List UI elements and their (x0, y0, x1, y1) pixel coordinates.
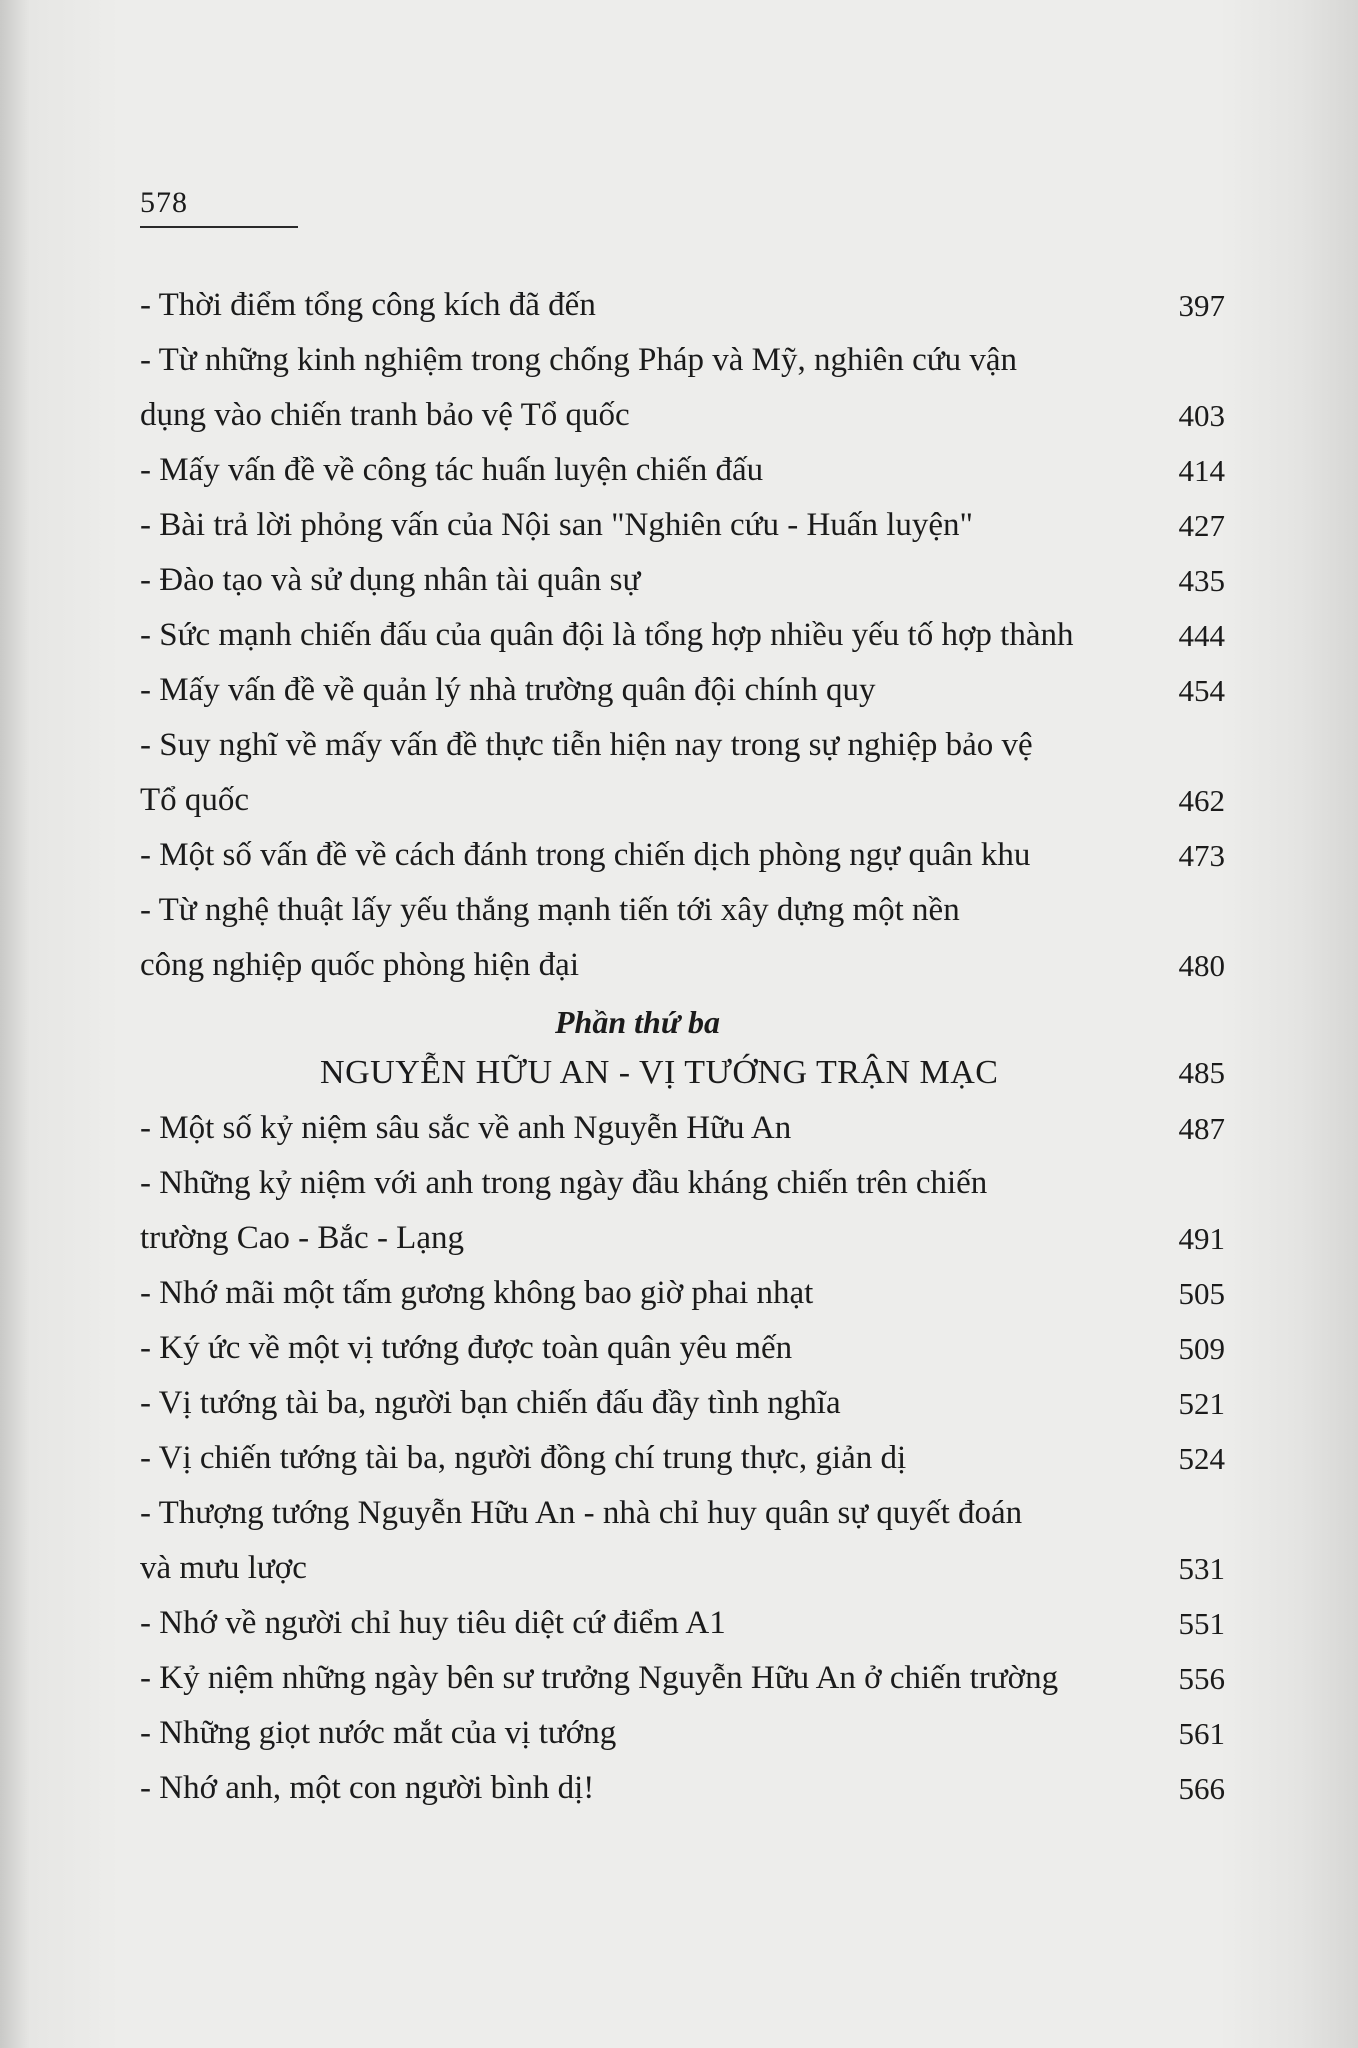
toc-entry-page-number: 521 (1178, 1386, 1225, 1421)
toc-entry-line (140, 498, 1225, 553)
toc-entry-text: - Thượng tướng Nguyễn Hữu An - nhà chỉ huy quân sự quyết đoán (140, 1495, 1023, 1531)
toc-entry-text: - Kỷ niệm những ngày bên sư trưởng Nguyễn Hữu An ở chiến trường (140, 1660, 1059, 1696)
toc-entry-text: - Nhớ mãi một tấm gương không bao giờ phai nhạt (140, 1275, 814, 1311)
toc-entry-line (140, 1431, 1225, 1486)
toc-entry-text: - Những giọt nước mắt của vị tướng (140, 1715, 617, 1751)
toc-entry (140, 1266, 1225, 1321)
toc-entry-text: - Bài trả lời phỏng vấn của Nội san "Nghiên cứu - Huấn luyện" (140, 507, 973, 543)
toc-entry-line (140, 938, 1225, 993)
toc-entry (140, 1596, 1225, 1651)
toc-entry-page-number: 414 (1178, 453, 1225, 488)
toc-entry (140, 553, 1225, 608)
toc-entry-page-number: 561 (1178, 1716, 1225, 1751)
toc-entry-page-number: 505 (1178, 1276, 1225, 1311)
toc-entry-page-number: 403 (1178, 398, 1225, 433)
section-title-row (140, 1045, 1225, 1101)
toc-entry-text: - Một số vấn đề về cách đánh trong chiến dịch phòng ngự quân khu (140, 837, 1031, 873)
toc-entry (140, 828, 1225, 883)
toc-entry-text: - Mấy vấn đề về công tác huấn luyện chiến đấu (140, 452, 764, 488)
toc-entry-page-number: 473 (1178, 838, 1225, 873)
toc-entry (140, 1156, 1225, 1266)
toc-entry (140, 883, 1225, 993)
section-heading: Phần thứ ba (555, 1004, 720, 1040)
toc-entry-page-number: 444 (1178, 618, 1225, 653)
toc-entry-line (140, 663, 1225, 718)
toc-entry-line (140, 1541, 1225, 1596)
toc-entry-text: - Nhớ về người chỉ huy tiêu diệt cứ điểm A1 (140, 1605, 726, 1641)
toc-entry-text: - Những kỷ niệm với anh trong ngày đầu kháng chiến trên chiến (140, 1165, 988, 1201)
toc-entry-line (140, 1706, 1225, 1761)
toc-entry-page-number: 556 (1178, 1661, 1225, 1696)
toc-entry-line (140, 388, 1225, 443)
toc-entry-page-number: 462 (1178, 783, 1225, 818)
toc-entry (140, 1376, 1225, 1431)
toc-part-two-entries (140, 278, 1225, 993)
toc-entry-text: - Một số kỷ niệm sâu sắc về anh Nguyễn Hữu An (140, 1110, 792, 1146)
toc-entry-page-number: 487 (1178, 1111, 1225, 1146)
toc-entry-page-number: 524 (1178, 1441, 1225, 1476)
toc-entry (140, 1321, 1225, 1376)
toc-entry-line (140, 443, 1225, 498)
toc-entry (140, 1431, 1225, 1486)
toc-entry (140, 1761, 1225, 1816)
toc-entry-text: công nghiệp quốc phòng hiện đại (140, 947, 579, 983)
toc-entry-page-number: 435 (1178, 563, 1225, 598)
toc-entry (140, 498, 1225, 553)
toc-entry-text: - Sức mạnh chiến đấu của quân đội là tổng hợp nhiều yếu tố hợp thành (140, 617, 1074, 653)
toc-entry (140, 1486, 1225, 1596)
section-title: NGUYỄN HỮU AN - VỊ TƯỚNG TRẬN MẠC (320, 1054, 999, 1091)
header-rule (140, 226, 298, 228)
toc-entry-text: - Vị tướng tài ba, người bạn chiến đấu đầy tình nghĩa (140, 1385, 841, 1421)
toc-entry-line (140, 608, 1225, 663)
toc-entry-page-number: 566 (1178, 1771, 1225, 1806)
toc-entry-text: - Đào tạo và sử dụng nhân tài quân sự (140, 562, 641, 598)
table-of-contents (140, 278, 1225, 1816)
toc-entry-line (140, 1761, 1225, 1816)
toc-entry-text: - Thời điểm tổng công kích đã đến (140, 287, 596, 323)
toc-entry-line (140, 1266, 1225, 1321)
toc-entry-page-number: 397 (1178, 288, 1225, 323)
toc-entry-text: trường Cao - Bắc - Lạng (140, 1220, 464, 1256)
toc-entry-line (140, 553, 1225, 608)
toc-entry-page-number: 551 (1178, 1606, 1225, 1641)
section-page-number: 485 (1178, 1055, 1225, 1090)
toc-entry (140, 278, 1225, 333)
toc-entry (140, 663, 1225, 718)
toc-entry-text: - Từ những kinh nghiệm trong chống Pháp và Mỹ, nghiên cứu vận (140, 342, 1018, 378)
toc-entry-line (140, 1651, 1225, 1706)
toc-entry (140, 443, 1225, 498)
toc-entry-line (140, 828, 1225, 883)
toc-entry (140, 718, 1225, 828)
toc-entry-line (140, 773, 1225, 828)
toc-entry-text: Tổ quốc (140, 782, 250, 818)
toc-entry-text: - Suy nghĩ về mấy vấn đề thực tiễn hiện nay trong sự nghiệp bảo vệ (140, 727, 1033, 763)
toc-entry-text: dụng vào chiến tranh bảo vệ Tổ quốc (140, 397, 630, 433)
toc-entry-page-number: 427 (1178, 508, 1225, 543)
toc-entry-page-number: 454 (1178, 673, 1225, 708)
toc-entry-line (140, 1596, 1225, 1651)
page-number: 578 (140, 186, 188, 219)
toc-entry-page-number: 509 (1178, 1331, 1225, 1366)
toc-entry-text: - Vị chiến tướng tài ba, người đồng chí trung thực, giản dị (140, 1440, 907, 1476)
toc-entry-line (140, 1321, 1225, 1376)
toc-entry-text: - Mấy vấn đề về quản lý nhà trường quân đội chính quy (140, 672, 876, 708)
toc-entry-line (140, 1211, 1225, 1266)
toc-entry-page-number: 480 (1178, 948, 1225, 983)
toc-part-three-entries (140, 1101, 1225, 1816)
toc-entry (140, 333, 1225, 443)
toc-entry-line (140, 1376, 1225, 1431)
toc-entry (140, 608, 1225, 663)
toc-entry (140, 1101, 1225, 1156)
toc-entry-page-number: 491 (1178, 1221, 1225, 1256)
toc-entry-text: - Ký ức về một vị tướng được toàn quân yêu mến (140, 1330, 793, 1366)
toc-entry-line (140, 278, 1225, 333)
toc-entry-text: và mưu lược (140, 1550, 307, 1586)
toc-entry-page-number: 531 (1178, 1551, 1225, 1586)
toc-entry (140, 1651, 1225, 1706)
toc-entry-text: - Nhớ anh, một con người bình dị! (140, 1770, 595, 1806)
toc-entry (140, 1706, 1225, 1761)
toc-entry-text: - Từ nghệ thuật lấy yếu thắng mạnh tiến tới xây dựng một nền (140, 892, 960, 928)
toc-entry-line (140, 1101, 1225, 1156)
